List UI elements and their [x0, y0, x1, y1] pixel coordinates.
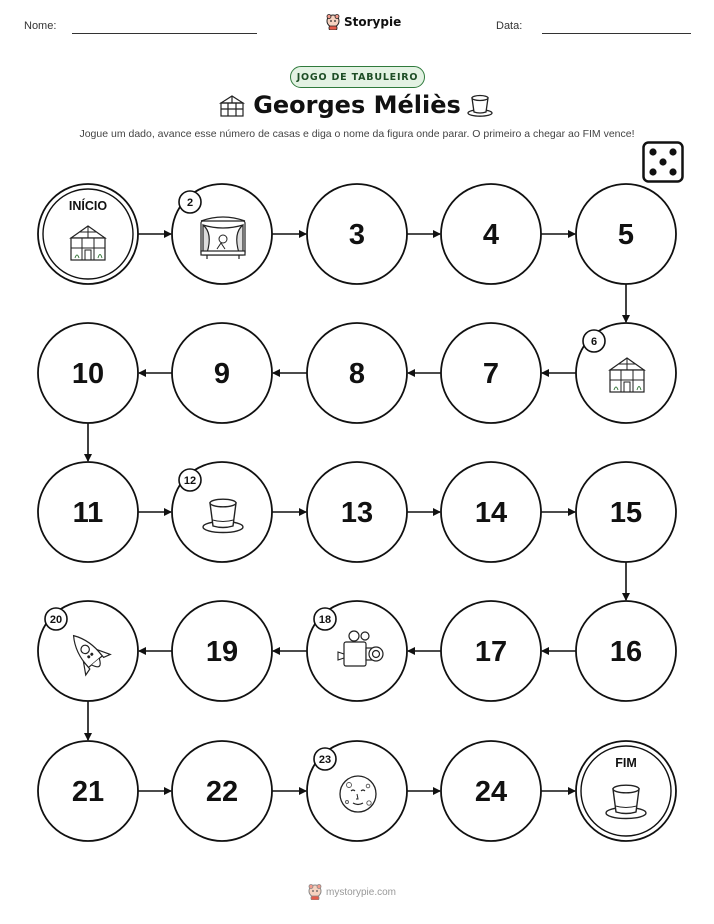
space-number: 21	[71, 776, 105, 808]
space-number: 22	[205, 776, 239, 808]
board-space-18[interactable]	[307, 601, 407, 701]
instructions: Jogue um dado, avance esse número de casas e diga o nome da figura onde parar. O primeiro a chegar ao FIM vence!	[79, 128, 635, 140]
board-space-6[interactable]	[576, 323, 676, 423]
board-space-12[interactable]	[172, 462, 272, 562]
board-space-19[interactable]	[172, 601, 272, 701]
board-space-16[interactable]	[576, 601, 676, 701]
brand-name: Storypie	[344, 15, 402, 29]
board-space-1[interactable]	[38, 184, 138, 284]
date-label: Data:	[496, 20, 523, 32]
space-number: 11	[72, 497, 104, 529]
board-space-17[interactable]	[441, 601, 541, 701]
space-number: 6	[590, 336, 598, 348]
space-number: 16	[609, 636, 643, 668]
space-number: 2	[186, 197, 194, 209]
board-space-23[interactable]	[307, 741, 407, 841]
space-number: 5	[617, 219, 635, 251]
board-space-24[interactable]	[441, 741, 541, 841]
moon-face-icon	[340, 776, 376, 812]
name-label: Nome:	[24, 20, 57, 32]
space-number: 14	[474, 497, 508, 529]
space-number: 10	[71, 358, 105, 390]
board-space-22[interactable]	[172, 741, 272, 841]
page-title: Georges Méliès	[253, 91, 461, 119]
board-space-13[interactable]	[307, 462, 407, 562]
board-space-3[interactable]	[307, 184, 407, 284]
board-space-8[interactable]	[307, 323, 407, 423]
board-space-21[interactable]	[38, 741, 138, 841]
space-number: 9	[213, 358, 231, 390]
start-label: INÍCIO	[68, 199, 108, 213]
footer	[308, 884, 396, 900]
board-space-7[interactable]	[441, 323, 541, 423]
board-space-2[interactable]	[172, 184, 272, 284]
board-space-9[interactable]	[172, 323, 272, 423]
space-number: 8	[348, 358, 366, 390]
board-space-11[interactable]	[38, 462, 138, 562]
game-type-badge: JOGO DE TABULEIRO	[290, 66, 425, 88]
space-number: 23	[318, 754, 332, 766]
storypie-mascot-icon	[308, 884, 322, 900]
space-number: 17	[474, 636, 508, 668]
board-space-10[interactable]	[38, 323, 138, 423]
board-space-25[interactable]	[576, 741, 676, 841]
space-number: 7	[482, 358, 500, 390]
board-spaces	[38, 184, 676, 841]
space-number: 20	[49, 614, 63, 626]
space-number: 12	[183, 475, 197, 487]
board-space-5[interactable]	[576, 184, 676, 284]
footer-site[interactable]: mystorypie.com	[326, 886, 397, 898]
space-number: 19	[205, 636, 239, 668]
space-number: 3	[348, 219, 366, 251]
space-number: 18	[318, 614, 332, 626]
board-space-4[interactable]	[441, 184, 541, 284]
space-number: 15	[609, 497, 643, 529]
board-space-20[interactable]	[38, 601, 138, 701]
board-space-15[interactable]	[576, 462, 676, 562]
board-space-14[interactable]	[441, 462, 541, 562]
theater-stage-icon	[201, 217, 245, 259]
space-number: 24	[474, 776, 508, 808]
finish-label: FIM	[615, 756, 637, 770]
space-number: 13	[340, 497, 374, 529]
space-number: 4	[482, 219, 500, 251]
